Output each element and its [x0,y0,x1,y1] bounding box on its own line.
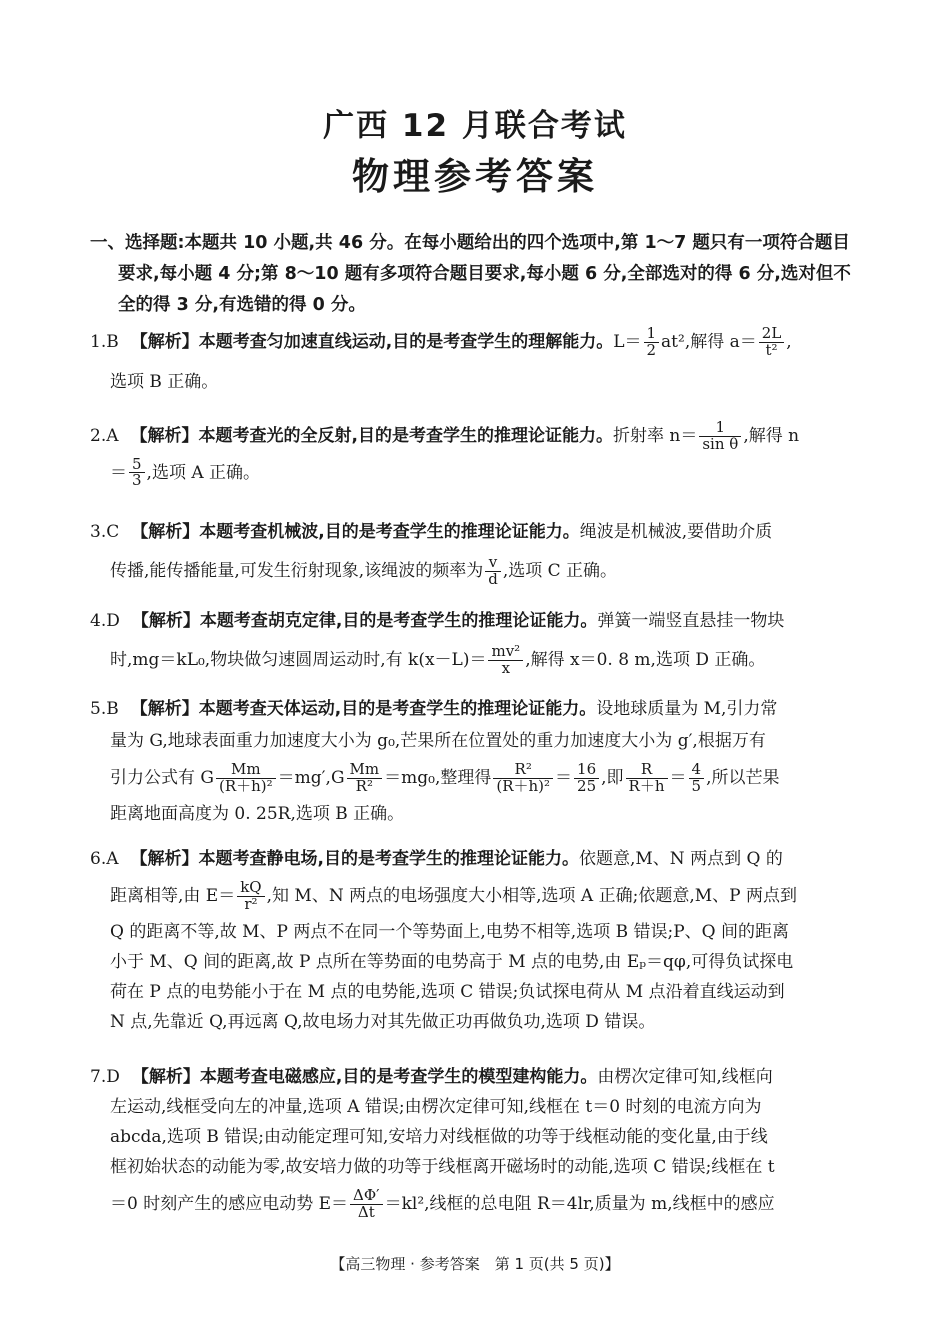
text-line [90,644,865,677]
fraction-numerator: mv² [488,644,523,661]
fraction-denominator: R² [355,776,373,795]
fraction-numerator: 5 [129,457,145,474]
fraction-numerator: ΔΦ′ [350,1188,383,1205]
text-segment: ,所以芒果 [706,767,780,788]
fraction-denominator: 3 [132,471,142,490]
question-answer: A [106,425,119,446]
fraction [488,644,523,677]
fraction-denominator: sin θ [702,434,739,453]
fraction [493,762,553,795]
text-line: 距离地面高度为 0. 25R,选项 B 正确。 [110,803,405,824]
fraction [574,762,599,795]
question-4 [90,606,865,677]
fraction [485,555,501,588]
text-segment: ＝ [110,462,127,483]
question-answer: B [106,699,119,719]
text-line: 荷在 P 点的电势能小于在 M 点的电势能,选项 C 错误;负试探电荷从 M 点沿着直线运动到 [110,981,785,1002]
question-answer: C [106,522,120,542]
text-segment: 设地球质量为 M,引力常 [596,699,778,719]
text-line [90,555,865,588]
fraction [644,326,660,359]
text-segment: 传播,能传播能量,可发生衍射现象,该绳波的频率为 [110,560,484,581]
text-segment: ＝mg′,G [277,767,345,788]
text-segment: 时,mg＝kL₀,物块做匀速圆周运动时,有 k(x－L)＝ [110,649,487,670]
text-segment: ,解得 n [743,425,800,446]
question-answer: D [106,1067,120,1087]
text-line: abcda,选项 B 错误;由动能定理可知,安培力对线框做的功等于线框动能的变化量,由于线 [110,1127,768,1147]
fraction-numerator: 2L [759,326,785,343]
analysis-lead: 【解析】本题考查匀加速直线运动,目的是考查学生的理解能力。 [130,331,614,352]
fraction-denominator: 25 [577,776,597,795]
text-segment: ,选项 C 正确。 [502,560,618,581]
fraction-numerator: R [626,762,668,779]
fraction-numerator: 4 [689,762,705,779]
fraction-denominator: 2 [646,340,657,359]
question-answer: A [106,849,119,869]
question-number: 2. [90,425,107,446]
text-segment: , [786,331,792,352]
text-line [90,762,865,795]
fraction [759,326,785,359]
text-line: 量为 G,地球表面重力加速度大小为 g₀,芒果所在位置处的重力加速度大小为 g′,根据万有 [110,731,766,751]
text-line: 小于 M、Q 间的距离,故 P 点所在等势面的电势高于 M 点的电势,由 Eₚ＝qφ,可得负试探电 [110,951,794,972]
analysis-lead: 【解析】本题考查天体运动,目的是考查学生的推理论证能力。 [130,699,597,719]
question-2 [90,420,865,489]
text-segment: 弹簧一端竖直悬挂一物块 [597,611,785,631]
text-line: N 点,先靠近 Q,再远离 Q,故电场力对其先做正功再做负功,选项 D 错误。 [110,1011,656,1032]
fraction [347,762,383,795]
text-segment: at²,解得 a＝ [661,331,757,352]
analysis-lead: 【解析】本题考查电磁感应,目的是考查学生的模型建构能力。 [131,1067,598,1087]
fraction [626,762,668,795]
text-segment: ,解得 x＝0. 8 m,选项 D 正确。 [525,649,766,670]
fraction-numerator: 1 [644,326,660,343]
text-segment: ＝ [555,767,573,788]
question-number: 5. [90,699,107,719]
fraction-numerator: Mm [347,762,383,779]
fraction-numerator: 1 [699,420,741,437]
text-segment: L＝ [613,331,642,352]
fraction [350,1188,383,1221]
question-5 [90,694,865,829]
text-segment: 绳波是机械波,要借助介质 [579,522,773,542]
exam-subtitle: 物理参考答案 [352,155,598,198]
fraction-denominator: R＋h [628,776,665,795]
question-6 [90,844,865,1037]
question-number: 7. [90,1067,107,1087]
fraction-denominator: 5 [691,776,702,795]
question-7 [90,1062,865,1221]
text-segment: ,选项 A 正确。 [146,462,261,483]
text-line: 选项 B 正确。 [110,371,219,392]
text-line: 左运动,线框受向左的冲量,选项 A 错误;由楞次定律可知,线框在 t＝0 时刻的电流方向为 [110,1097,762,1117]
exam-title: 广西 12 月联合考试 [323,108,627,144]
question-number: 6. [90,849,107,869]
question-answer: B [106,331,119,352]
text-segment: 距离相等,由 E＝ [110,885,236,906]
fraction [216,762,276,795]
fraction [129,454,145,490]
fraction-denominator: (R＋h)² [496,776,551,795]
text-line [90,880,865,913]
analysis-lead: 【解析】本题考查机械波,目的是考查学生的推理论证能力。 [131,522,580,542]
fraction-denominator: x [501,658,511,677]
text-line [90,1188,865,1221]
text-segment: ,知 M、N 两点的电场强度大小相等,选项 A 正确;依题意,M、P 两点到 [266,885,797,906]
text-segment: 引力公式有 G [110,767,214,788]
section-instructions: 一、选择题:本题共 10 小题,共 46 分。在每小题给出的四个选项中,第 1～7 题只有一项符合题目要求,每小题 4 分;第 8～10 题有多项符合题目要求,每小题 6 分,全部选对的得 6 分,选对但不全的得 3 分,有选错的得 0 分。 [90,233,851,315]
fraction-denominator: r² [244,894,258,913]
text-segment: ,即 [601,767,624,788]
text-segment: 折射率 n＝ [612,425,698,446]
question-3 [90,517,865,588]
fraction-numerator: Mm [216,762,276,779]
fraction-denominator: (R＋h)² [218,776,273,795]
text-segment: ＝mg₀,整理得 [384,767,492,788]
analysis-lead: 【解析】本题考查静电场,目的是考查学生的推理论证能力。 [130,849,579,869]
analysis-lead: 【解析】本题考查胡克定律,目的是考查学生的推理论证能力。 [131,611,598,631]
text-line: 框初始状态的动能为零,故安培力做的功等于线框离开磁场时的动能,选项 C 错误;线框在 t [110,1157,775,1177]
fraction [699,420,741,453]
question-1 [90,326,865,397]
fraction-denominator: Δt [357,1202,375,1221]
page-footer: 【高三物理 · 参考答案 第 1 页(共 5 页)】 [330,1255,620,1273]
fraction-numerator: 16 [574,762,599,779]
text-line: Q 的距离不等,故 M、P 两点不在同一个等势面上,电势不相等,选项 B 错误;P、Q 间的距离 [110,921,790,942]
fraction-numerator: v [485,555,501,572]
fraction [689,762,705,795]
fraction-denominator: d [488,569,498,588]
text-segment: 依题意,M、N 两点到 Q 的 [578,849,783,869]
question-number: 1. [90,331,107,352]
text-segment: ＝kl²,线框的总电阻 R＝4lr,质量为 m,线框中的感应 [384,1193,775,1214]
text-segment: 由楞次定律可知,线框向 [597,1067,773,1087]
text-segment: ＝ [669,767,687,788]
analysis-lead: 【解析】本题考查光的全反射,目的是考查学生的推理论证能力。 [130,425,613,446]
text-segment: ＝0 时刻产生的感应电动势 E＝ [110,1193,349,1214]
question-number: 4. [90,611,107,631]
fraction-numerator: R² [493,762,553,779]
question-answer: D [106,611,120,631]
fraction-denominator: t² [765,340,778,359]
question-number: 3. [90,522,107,542]
fraction [237,880,264,913]
text-line [90,454,865,490]
fraction-numerator: kQ [237,880,264,897]
